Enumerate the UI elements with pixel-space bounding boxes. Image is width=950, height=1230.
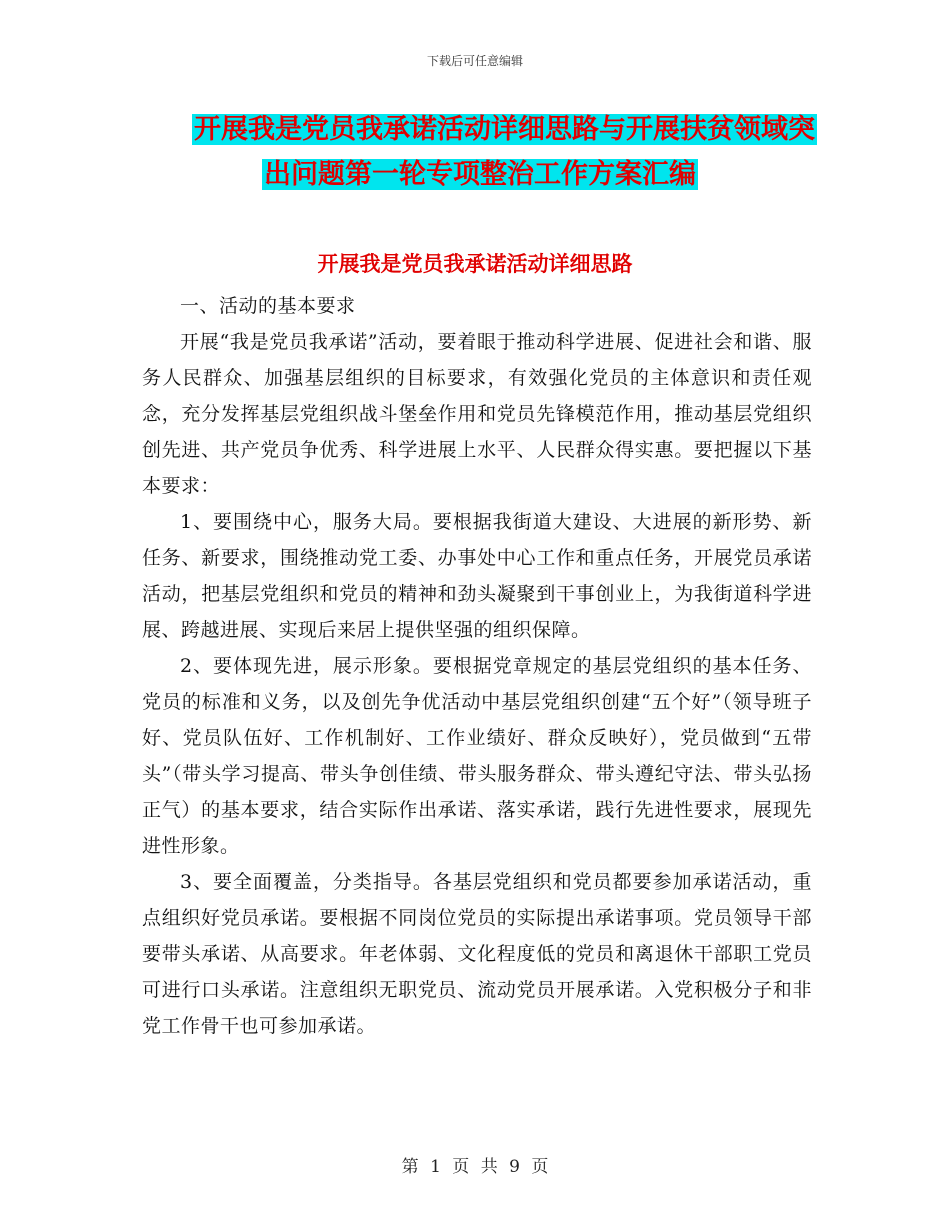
section-title: 开展我是党员我承诺活动详细思路	[317, 252, 633, 276]
paragraph: 1、要围绕中心，服务大局。要根据我街道大建设、大进展的新形势、新任务、新要求，围绕推动党工委、办事处中心工作和重点任务，开展党员承诺活动，把基层党组织和党员的精神和劲头凝聚到干事创业上，为我街道科学进展、跨越进展、实现后来居上提供坚强的组织保障。	[142, 511, 812, 641]
page-footer: 第 1 页 共 9 页	[401, 1157, 549, 1177]
document-body	[142, 288, 812, 1044]
title-highlight-2: 出问题第一轮专项整治工作方案汇编	[264, 159, 696, 190]
paragraph: 开展“我是党员我承诺”活动，要着眼于推动科学进展、促进社会和谐、服务人民群众、加强基层组织的目标要求，有效强化党员的主体意识和责任观念，充分发挥基层党组织战斗堡垒作用和党员先锋模范作用，推动基层党组织创先进、共产党员争优秀、科学进展上水平、人民群众得实惠。要把握以下基本要求：	[142, 331, 812, 497]
title-highlight-1: 开展我是党员我承诺活动详细思路与开展扶贫领域突	[194, 114, 815, 145]
paragraph-heading: 一、活动的基本要求	[180, 295, 356, 317]
header-note: 下载后可任意编辑	[426, 54, 523, 68]
document-title-line-2	[262, 155, 902, 195]
paragraph: 3、要全面覆盖，分类指导。各基层党组织和党员都要参加承诺活动，重点组织好党员承诺。要根据不同岗位党员的实际提出承诺事项。党员领导干部要带头承诺、从高要求。年老体弱、文化程度低的党员和离退休干部职工党员可进行口头承诺。注意组织无职党员、流动党员开展承诺。入党积极分子和非党工作骨干也可参加承诺。	[142, 871, 812, 1037]
paragraph: 2、要体现先进，展示形象。要根据党章规定的基层党组织的基本任务、党员的标准和义务，以及创先争优活动中基层党组织创建“五个好”（领导班子好、党员队伍好、工作机制好、工作业绩好、群众反映好），党员做到“五带头”（带头学习提高、带头争创佳绩、带头服务群众、带头遵纪守法、带头弘扬正气）的基本要求，结合实际作出承诺、落实承诺，践行先进性要求，展现先进性形象。	[142, 655, 812, 857]
document-title-line-1	[192, 110, 832, 150]
